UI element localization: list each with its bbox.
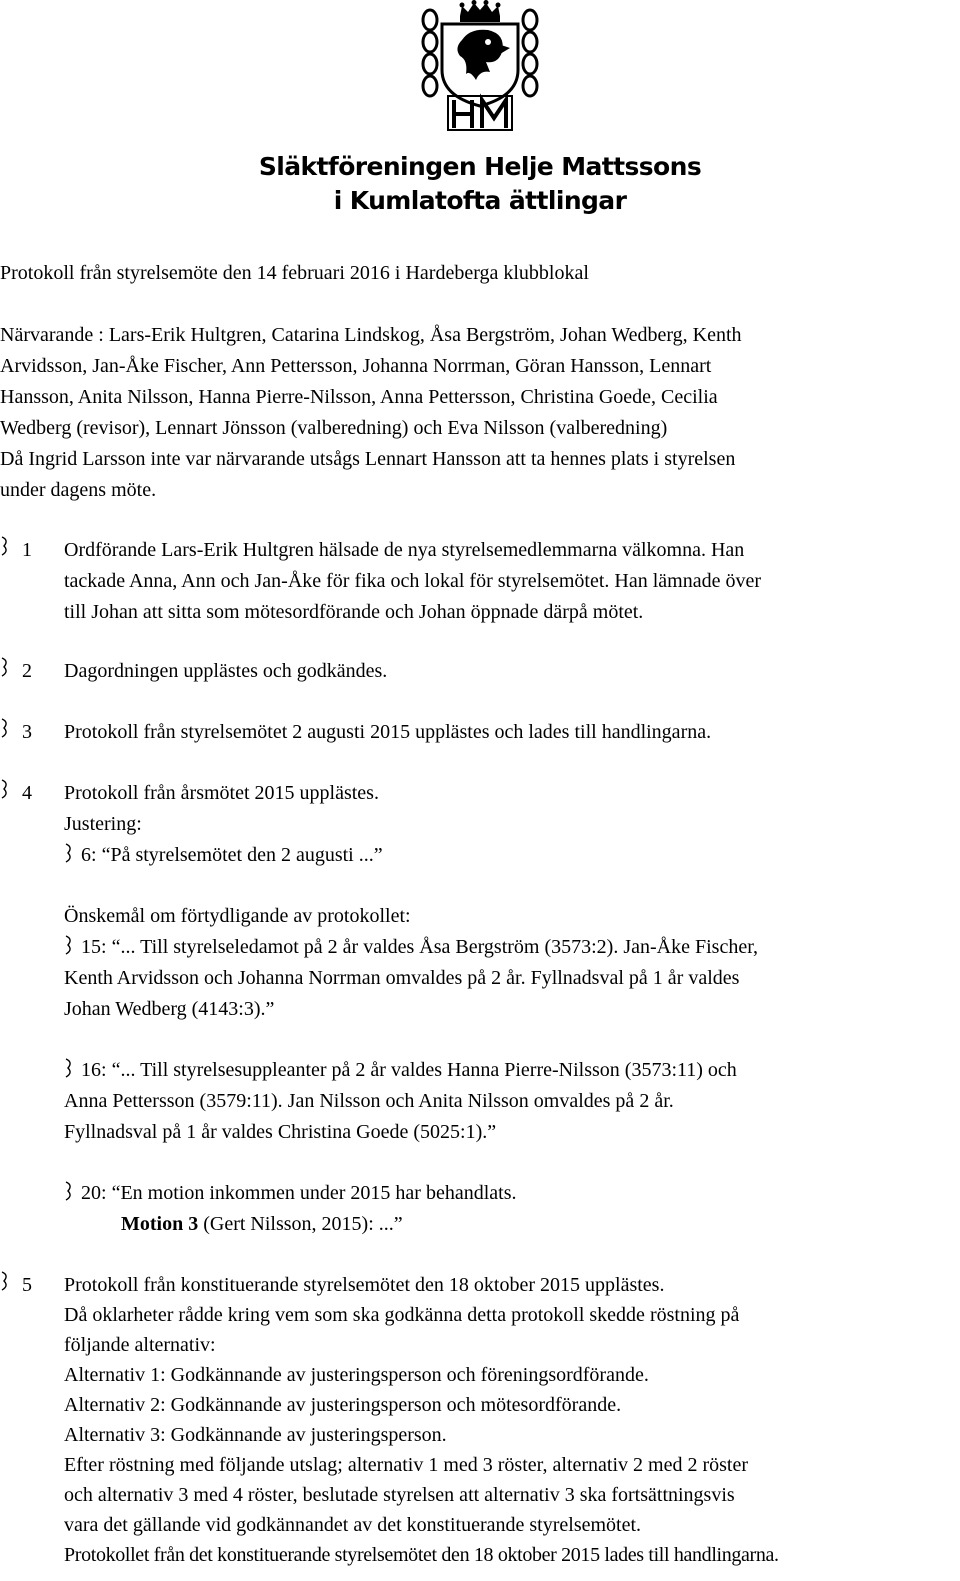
section-text-line: Ordförande Lars-Erik Hultgren hälsade de nya styrelsemedlemmarna välkomna. Han	[64, 539, 745, 561]
section-text-line: till Johan att sitta som mötesordförande och Johan öppnade därpå mötet.	[64, 601, 644, 623]
section-2	[0, 656, 960, 682]
attendance-line: Arvidsson, Jan-Åke Fischer, Ann Pettersson, Johanna Norrman, Göran Hansson, Lennart	[0, 355, 712, 377]
section-text-line: Alternativ 3: Godkännande av justeringsperson.	[64, 1424, 447, 1446]
item-number: 20:	[81, 1182, 107, 1204]
tab-marker-icon	[64, 842, 75, 864]
item-text: “På styrelsemötet den 2 augusti ...”	[101, 844, 383, 866]
section-text-line: Alternativ 2: Godkännande av justeringsperson och mötesordförande.	[64, 1394, 622, 1416]
section-text-line: Protokollet från det konstituerande styrelsemötet den 18 oktober 2015 lades till handlingarna.	[64, 1544, 779, 1566]
section-number: 2	[22, 660, 32, 682]
section-5	[0, 1270, 960, 1566]
tab-marker-icon	[0, 656, 11, 678]
section-text-line: Då oklarheter rådde kring vem som ska godkänna detta protokoll skedde röstning på	[64, 1304, 740, 1326]
hm-monogram	[448, 96, 512, 130]
attendance-line: Wedberg (revisor), Lennart Jönsson (valberedning) och Eva Nilsson (valberedning)	[0, 417, 668, 439]
tab-marker-icon	[64, 1180, 75, 1202]
tab-marker-icon	[64, 1057, 75, 1079]
section-text-line: Efter röstning med följande utslag; alternativ 1 med 3 röster, alternativ 2 med 2 röster	[64, 1454, 748, 1476]
onskemal-label: Önskemål om förtydligande av protokollet:	[64, 905, 411, 927]
attendance-line: under dagens möte.	[0, 479, 157, 501]
section-text-line: vara det gällande vid godkännandet av det konstituerande styrelsemötet.	[64, 1514, 642, 1536]
item-text: “... Till styrelsesuppleanter på 2 år valdes Hanna Pierre-Nilsson (3573:11) och	[111, 1059, 737, 1081]
section-text-line: följande alternativ:	[64, 1334, 216, 1356]
organization-name-line2: i Kumlatofta ättlingar	[333, 186, 627, 215]
document-title: Protokoll från styrelsemöte den 14 februari 2016 i Hardeberga klubblokal	[0, 262, 589, 284]
organization-name-line1: Släktföreningen Helje Mattssons	[258, 152, 702, 181]
attendance-line: Då Ingrid Larsson inte var närvarande utsågs Lennart Hansson att ta hennes plats i styrelsen	[0, 448, 736, 470]
tab-marker-icon	[0, 535, 11, 557]
item-6	[81, 840, 383, 871]
section-text-line: Protokoll från konstituerande styrelsemötet den 18 oktober 2015 upplästes.	[64, 1274, 665, 1296]
section-3	[0, 717, 960, 743]
item-number: 6:	[81, 844, 97, 866]
section-text-line: Protokoll från styrelsemötet 2 augusti 2015 upplästes och lades till handlingarna.	[64, 721, 712, 743]
tab-marker-icon	[64, 934, 75, 956]
item-text-line: Fyllnadsval på 1 år valdes Christina Goede (5025:1).”	[64, 1121, 497, 1143]
section-text-line: Protokoll från årsmötet 2015 upplästes.	[64, 782, 379, 804]
item-text: “... Till styrelseledamot på 2 år valdes Åsa Bergström (3573:2). Jan-Åke Fischer,	[111, 936, 759, 958]
section-number: 1	[22, 539, 32, 561]
tab-marker-icon	[0, 1270, 11, 1292]
section-text-line: och alternativ 3 med 4 röster, beslutade styrelsen att alternativ 3 ska fortsättningsvis	[64, 1484, 735, 1506]
section-4	[0, 778, 960, 1235]
crown-icon	[460, 0, 501, 22]
motion-title: Motion 3	[121, 1213, 199, 1235]
section-number: 5	[22, 1274, 32, 1296]
item-number: 15:	[81, 936, 107, 958]
item-text-line: Johan Wedberg (4143:3).”	[64, 998, 275, 1020]
item-16	[81, 1055, 737, 1086]
item-text-line: Anna Pettersson (3579:11). Jan Nilsson och Anita Nilsson omvaldes på 2 år.	[64, 1090, 674, 1112]
eagle-icon	[457, 30, 510, 80]
section-number: 3	[22, 721, 32, 743]
justering-label: Justering:	[64, 813, 142, 835]
item-15	[81, 932, 758, 963]
section-text-line: Alternativ 1: Godkännande av justeringsperson och föreningsordförande.	[64, 1364, 649, 1386]
section-number: 4	[22, 782, 32, 804]
attendance-line: Hansson, Anita Nilsson, Hanna Pierre-Nilsson, Anna Pettersson, Christina Goede, Cecilia	[0, 386, 718, 408]
item-text: “En motion inkommen under 2015 har behandlats.	[111, 1182, 517, 1204]
attendance-line: Närvarande : Lars-Erik Hultgren, Catarina Lindskog, Åsa Bergström, Johan Wedberg, Kenth	[0, 324, 742, 346]
motion-line	[121, 1209, 403, 1240]
tab-marker-icon	[0, 717, 11, 739]
section-1	[0, 535, 960, 623]
coat-of-arms-logo	[410, 0, 550, 132]
item-20	[81, 1178, 516, 1209]
motion-details: (Gert Nilsson, 2015): ...”	[198, 1213, 403, 1235]
item-number: 16:	[81, 1059, 107, 1081]
section-text-line: tackade Anna, Ann och Jan-Åke för fika och lokal för styrelsemötet. Han lämnade över	[64, 570, 761, 592]
tab-marker-icon	[0, 778, 11, 800]
section-text-line: Dagordningen upplästes och godkändes.	[64, 660, 388, 682]
item-text-line: Kenth Arvidsson och Johanna Norrman omvaldes på 2 år. Fyllnadsval på 1 år valdes	[64, 967, 740, 989]
